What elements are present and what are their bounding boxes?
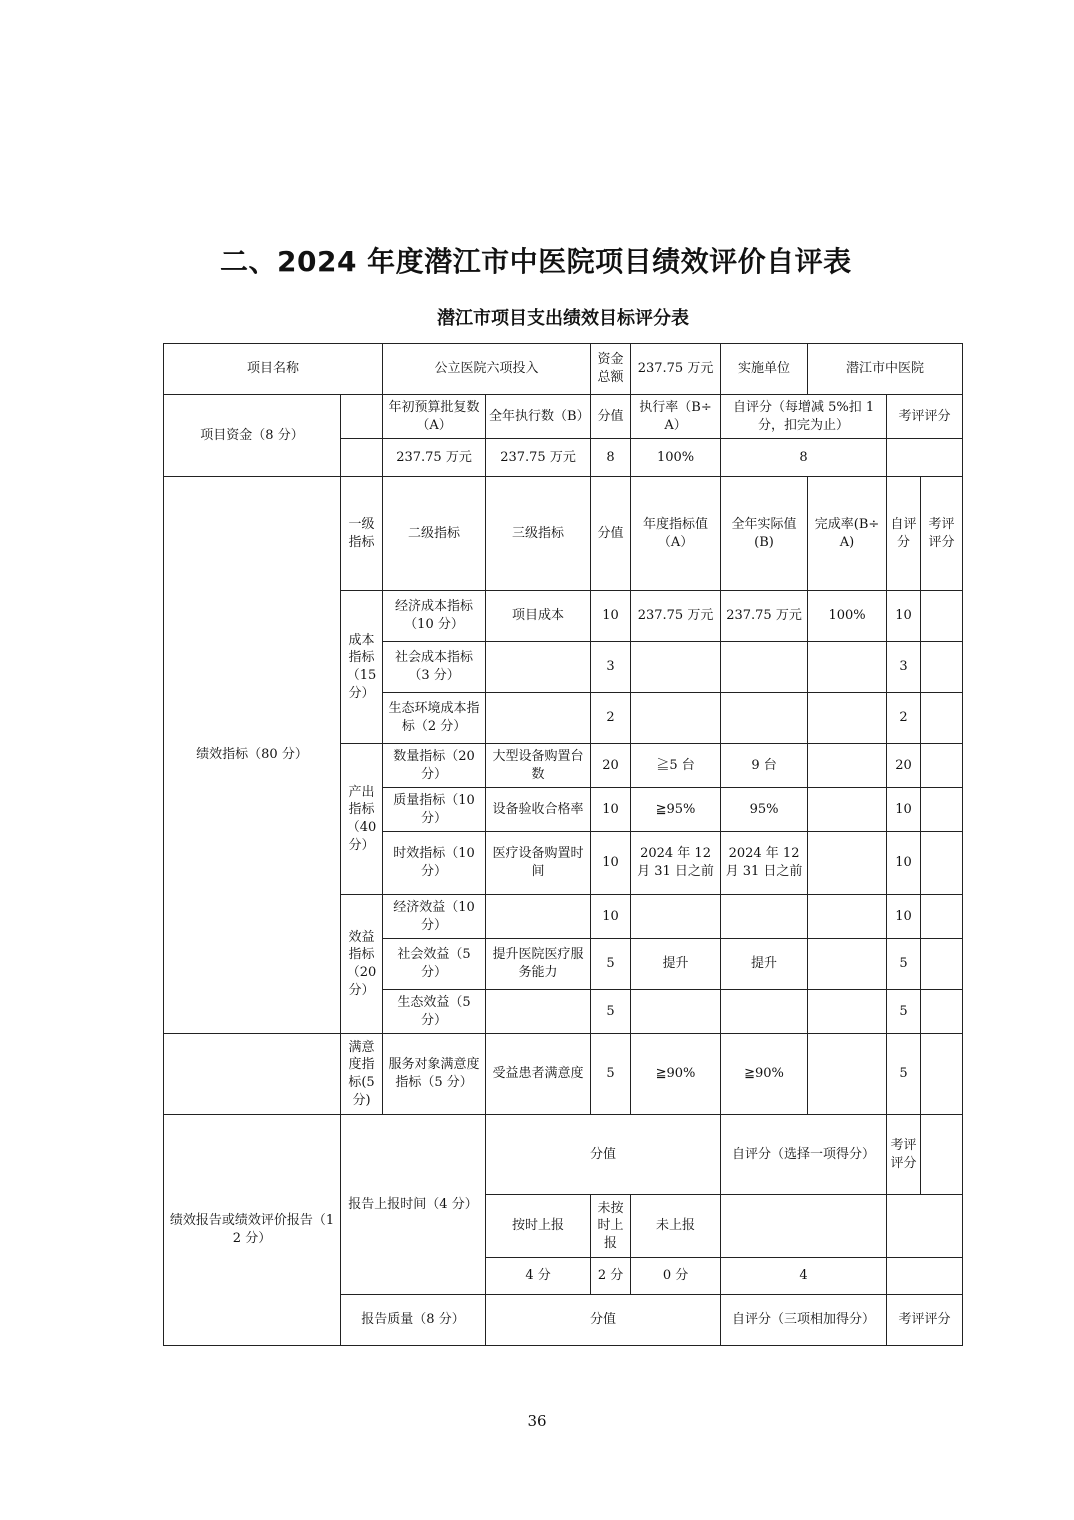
output-self: 10 bbox=[887, 788, 921, 832]
benefit-self: 10 bbox=[887, 895, 921, 939]
cost-rate: 100% bbox=[808, 591, 887, 642]
perf-h-rate: 完成率(B÷A) bbox=[808, 477, 887, 591]
empty-cell bbox=[921, 1115, 963, 1195]
impl-unit-value: 潜江市中医院 bbox=[808, 344, 963, 395]
benefit-annual bbox=[631, 895, 721, 939]
perf-h-level2: 二级指标 bbox=[383, 477, 486, 591]
empty-cell bbox=[341, 439, 383, 477]
benefit-review bbox=[921, 895, 963, 939]
evaluation-table bbox=[163, 343, 963, 1346]
report-review-label: 考评评分 bbox=[887, 1115, 921, 1195]
cost-l2: 生态环境成本指标（2 分） bbox=[383, 693, 486, 744]
project-name-value: 公立医院六项投入 bbox=[383, 344, 591, 395]
cost-self: 2 bbox=[887, 693, 921, 744]
table-row bbox=[164, 1115, 963, 1195]
perf-h-actual: 全年实际值(B) bbox=[721, 477, 808, 591]
empty-cell bbox=[721, 1195, 887, 1258]
benefit-actual bbox=[721, 990, 808, 1034]
satisfaction-review bbox=[921, 1034, 963, 1115]
perf-h-level1: 一级指标 bbox=[341, 477, 383, 591]
output-review bbox=[921, 832, 963, 895]
cost-self: 3 bbox=[887, 642, 921, 693]
report-time-label: 报告上报时间（4 分） bbox=[341, 1115, 486, 1295]
cost-l3: 项目成本 bbox=[486, 591, 591, 642]
report-on-time: 按时上报 bbox=[486, 1195, 591, 1258]
report-quality-self-label: 自评分（三项相加得分） bbox=[721, 1295, 887, 1346]
benefit-l3 bbox=[486, 990, 591, 1034]
output-annual: 2024 年 12 月 31 日之前 bbox=[631, 832, 721, 895]
satisfaction-self: 5 bbox=[887, 1034, 921, 1115]
benefit-review bbox=[921, 990, 963, 1034]
empty-cell bbox=[887, 1195, 963, 1258]
project-name-label: 项目名称 bbox=[164, 344, 383, 395]
funds-self-value: 8 bbox=[721, 439, 887, 477]
benefit-rate bbox=[808, 990, 887, 1034]
output-l3: 医疗设备购置时间 bbox=[486, 832, 591, 895]
cost-l2: 经济成本指标（10 分） bbox=[383, 591, 486, 642]
perf-h-annual: 年度指标值（A） bbox=[631, 477, 721, 591]
report-not-reported: 未上报 bbox=[631, 1195, 721, 1258]
satisfaction-rate bbox=[808, 1034, 887, 1115]
output-self: 20 bbox=[887, 744, 921, 788]
output-score: 10 bbox=[591, 788, 631, 832]
cost-annual: 237.75 万元 bbox=[631, 591, 721, 642]
impl-unit-label: 实施单位 bbox=[721, 344, 808, 395]
table-row bbox=[164, 395, 963, 439]
output-annual: ≧95% bbox=[631, 788, 721, 832]
output-review bbox=[921, 744, 963, 788]
cost-score: 10 bbox=[591, 591, 631, 642]
benefit-l3: 提升医院医疗服务能力 bbox=[486, 939, 591, 990]
benefit-actual bbox=[721, 895, 808, 939]
table-row bbox=[164, 344, 963, 395]
cost-actual bbox=[721, 693, 808, 744]
cost-actual: 237.75 万元 bbox=[721, 591, 808, 642]
report-late-score: 2 分 bbox=[591, 1258, 631, 1295]
cost-l3 bbox=[486, 693, 591, 744]
output-l2: 质量指标（10 分） bbox=[383, 788, 486, 832]
cost-rate bbox=[808, 693, 887, 744]
satisfaction-l3: 受益患者满意度 bbox=[486, 1034, 591, 1115]
output-self: 10 bbox=[887, 832, 921, 895]
funds-col-rate: 执行率（B÷A） bbox=[631, 395, 721, 439]
fund-total-label: 资金总额 bbox=[591, 344, 631, 395]
benefit-rate bbox=[808, 895, 887, 939]
benefit-l2: 经济效益（10 分） bbox=[383, 895, 486, 939]
output-rate bbox=[808, 788, 887, 832]
perf-h-self: 自评分 bbox=[887, 477, 921, 591]
cost-label: 成本指标（15 分） bbox=[341, 591, 383, 744]
benefit-annual: 提升 bbox=[631, 939, 721, 990]
satisfaction-label: 满意度指标(5 分) bbox=[341, 1034, 383, 1115]
funds-col-self: 自评分（每增减 5%扣 1 分，扣完为止） bbox=[721, 395, 887, 439]
empty-cell bbox=[887, 1258, 963, 1295]
funds-col-score: 分值 bbox=[591, 395, 631, 439]
funds-score-value: 8 bbox=[591, 439, 631, 477]
cost-review bbox=[921, 693, 963, 744]
report-self-label: 自评分（选择一项得分） bbox=[721, 1115, 887, 1195]
page-title: 二、2024 年度潜江市中医院项目绩效评价自评表 bbox=[220, 245, 852, 278]
output-l2: 数量指标（20 分） bbox=[383, 744, 486, 788]
funds-col-b: 全年执行数（B） bbox=[486, 395, 591, 439]
output-score: 20 bbox=[591, 744, 631, 788]
cost-actual bbox=[721, 642, 808, 693]
output-l2: 时效指标（10 分） bbox=[383, 832, 486, 895]
table-row bbox=[164, 477, 963, 591]
benefit-l2: 社会效益（5 分） bbox=[383, 939, 486, 990]
table-row bbox=[164, 1034, 963, 1115]
funds-a-value: 237.75 万元 bbox=[383, 439, 486, 477]
report-quality-review-label: 考评评分 bbox=[887, 1295, 963, 1346]
cost-l2: 社会成本指标（3 分） bbox=[383, 642, 486, 693]
satisfaction-actual: ≧90% bbox=[721, 1034, 808, 1115]
report-self-score: 4 bbox=[721, 1258, 887, 1295]
report-quality-score-label: 分值 bbox=[486, 1295, 721, 1346]
benefit-review bbox=[921, 939, 963, 990]
funds-rate-value: 100% bbox=[631, 439, 721, 477]
benefit-label: 效益指标（20 分） bbox=[341, 895, 383, 1034]
output-rate bbox=[808, 832, 887, 895]
output-score: 10 bbox=[591, 832, 631, 895]
benefit-annual bbox=[631, 990, 721, 1034]
report-not-reported-score: 0 分 bbox=[631, 1258, 721, 1295]
cost-review bbox=[921, 642, 963, 693]
output-actual: 95% bbox=[721, 788, 808, 832]
cost-annual bbox=[631, 693, 721, 744]
funds-b-value: 237.75 万元 bbox=[486, 439, 591, 477]
benefit-score: 5 bbox=[591, 990, 631, 1034]
cost-rate bbox=[808, 642, 887, 693]
benefit-rate bbox=[808, 939, 887, 990]
satisfaction-annual: ≧90% bbox=[631, 1034, 721, 1115]
report-late: 未按时上报 bbox=[591, 1195, 631, 1258]
benefit-self: 5 bbox=[887, 939, 921, 990]
funds-col-review: 考评评分 bbox=[887, 395, 963, 439]
perf-h-score: 分值 bbox=[591, 477, 631, 591]
output-annual: ≧5 台 bbox=[631, 744, 721, 788]
output-review bbox=[921, 788, 963, 832]
empty-cell bbox=[164, 1034, 341, 1115]
cost-score: 2 bbox=[591, 693, 631, 744]
fund-total-value: 237.75 万元 bbox=[631, 344, 721, 395]
perf-label: 绩效指标（80 分） bbox=[164, 477, 341, 1034]
report-score-label: 分值 bbox=[486, 1115, 721, 1195]
satisfaction-score: 5 bbox=[591, 1034, 631, 1115]
satisfaction-l2: 服务对象满意度指标（5 分） bbox=[383, 1034, 486, 1115]
report-label: 绩效报告或绩效评价报告（12 分） bbox=[164, 1115, 341, 1346]
funds-col-a: 年初预算批复数（A） bbox=[383, 395, 486, 439]
funds-label: 项目资金（8 分） bbox=[164, 395, 341, 477]
cost-score: 3 bbox=[591, 642, 631, 693]
report-on-time-score: 4 分 bbox=[486, 1258, 591, 1295]
table-subtitle: 潜江市项目支出绩效目标评分表 bbox=[437, 308, 689, 329]
output-l3: 大型设备购置台数 bbox=[486, 744, 591, 788]
output-actual: 2024 年 12 月 31 日之前 bbox=[721, 832, 808, 895]
funds-review-value bbox=[887, 439, 963, 477]
perf-h-level3: 三级指标 bbox=[486, 477, 591, 591]
benefit-actual: 提升 bbox=[721, 939, 808, 990]
perf-h-review: 考评评分 bbox=[921, 477, 963, 591]
benefit-score: 10 bbox=[591, 895, 631, 939]
page-number: 36 bbox=[527, 1412, 547, 1430]
output-l3: 设备验收合格率 bbox=[486, 788, 591, 832]
benefit-l3 bbox=[486, 895, 591, 939]
benefit-score: 5 bbox=[591, 939, 631, 990]
cost-review bbox=[921, 591, 963, 642]
output-actual: 9 台 bbox=[721, 744, 808, 788]
cost-self: 10 bbox=[887, 591, 921, 642]
cost-annual bbox=[631, 642, 721, 693]
report-quality-label: 报告质量（8 分） bbox=[341, 1295, 486, 1346]
empty-cell bbox=[341, 395, 383, 439]
output-label: 产出指标（40 分） bbox=[341, 744, 383, 895]
benefit-l2: 生态效益（5 分） bbox=[383, 990, 486, 1034]
output-rate bbox=[808, 744, 887, 788]
benefit-self: 5 bbox=[887, 990, 921, 1034]
cost-l3 bbox=[486, 642, 591, 693]
